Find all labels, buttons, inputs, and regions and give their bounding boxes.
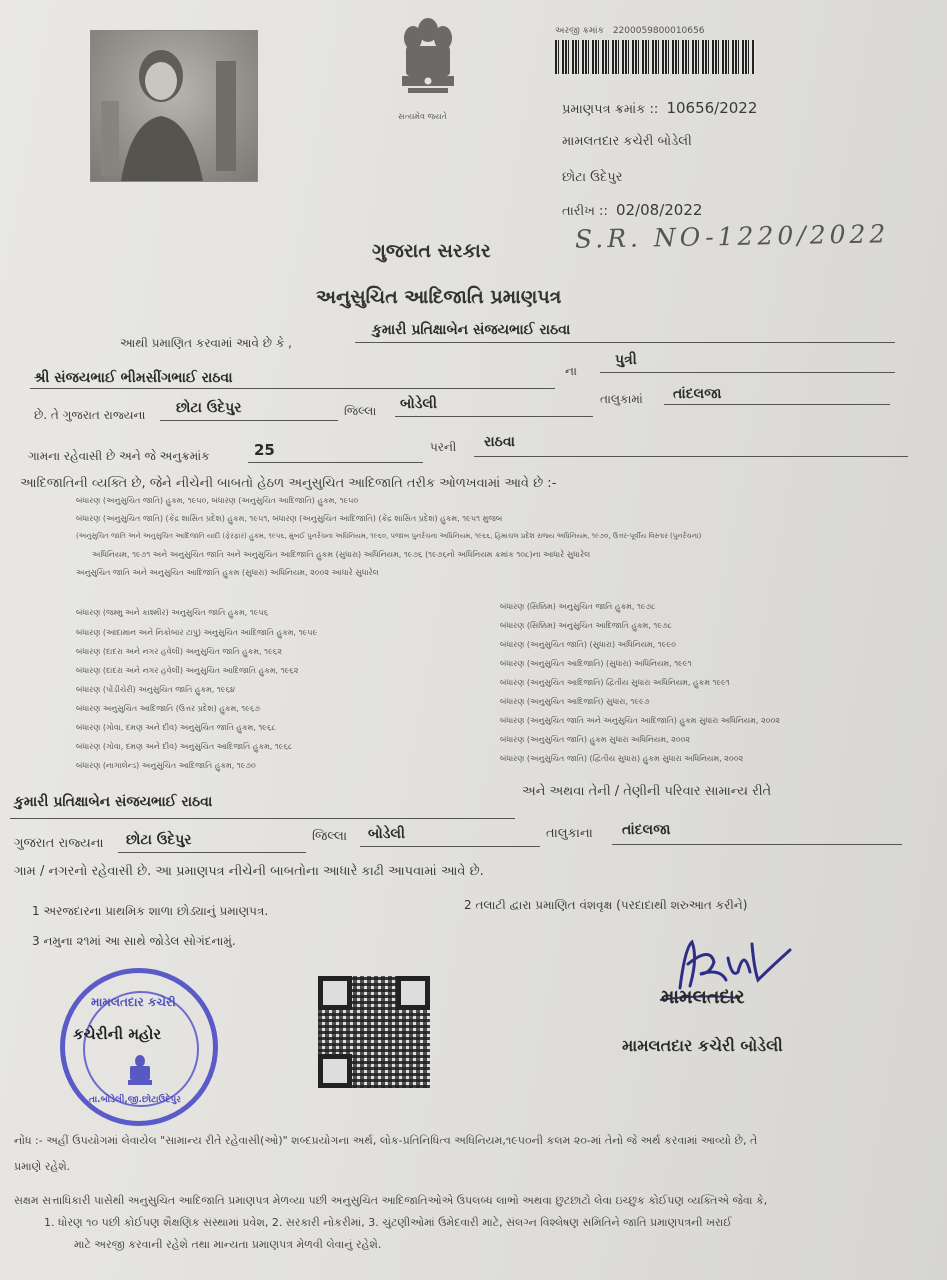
state-prefix: છે. તે ગુજરાત રાજ્યના — [34, 408, 146, 422]
order-line: બંધારણ (અનુસુચિત જાતિ) હુકમ, ૧૯૫૦, બંધારણ (અનુસુચિત આદિજાતિ) હુકમ, ૧૯૫૦ — [76, 496, 359, 505]
taluka-name: તાંદલજા — [673, 386, 722, 402]
order-right: બંધારણ (અનુસુચિત જાતિ અને અનુસુચિત આદિજાતિ) હુકમ સુધારા અધિનિયમ, ૨૦૦૨ — [500, 716, 780, 725]
signatory-office: મામલતદાર કચેરી બોડેલી — [622, 1036, 783, 1055]
order-line: (અનુસુચિત જાતિ અને અનુસુચિત આદિજાતિ યાદી (ફેરફાર) હુકમ, ૧૯૫૬, મુંબઈ પુનર્રચના અધિનિયમ, ૧૯૬૦, પંજાબ પુનર્રચના અધિનિયમ, ૧૯૬૬, હિમાચલ પ્રદેશ રાજ્ય અધિનિયમ, ૧૯૭૦, ઉત્તર-પૂર્વીય વિસ્તાર (પુનર્રચના) — [76, 532, 702, 540]
emblem-motto: સત્યમેવ જયતે — [398, 112, 447, 121]
barcode — [555, 40, 755, 74]
date-label: તારીખ :: — [562, 204, 608, 219]
order-right: બંધારણ (અનુસુચિત જાતિ) (સુધારા) અધિનિયમ, ૧૯૯૦ — [500, 640, 676, 649]
serial-number: 25 — [254, 441, 275, 459]
order-left: બંધારણ (દાદરા અને નગર હવેલી) અનુસુચિત આદિજાતિ હુકમ, ૧૯૬૨ — [76, 666, 299, 675]
national-emblem-icon — [388, 8, 468, 108]
cert-number-label: પ્રમાણપત્ર ક્રમાંક :: — [562, 102, 659, 117]
cert-number: 10656/2022 — [666, 99, 758, 117]
order-right: બંધારણ (અનુસુચિત આદિજાતિ) સુધારા, ૧૯૯૭ — [500, 697, 650, 706]
applicant-photo — [90, 30, 258, 182]
order-left: બંધારણ (પોંડીચેરી) અનુસુચિત જાતિ હુકમ, ૧૯૬૪ — [76, 685, 235, 694]
order-left: બંધારણ (ગોવા, દમણ અને દીવ) અનુસુચિત જાતિ હુકમ, ૧૯૬૮ — [76, 723, 276, 732]
footer-paragraph: સક્ષમ સત્તાધિકારી પાસેથી અનુસુચિત આદિજાતિ પ્રમાણપત્ર મેળવ્યા પછી અનુસુચિત આદિજાતિઓએ ઉપલબ્ધ લાભો અથવા છુટછાટો લેવા ઇચ્છુક કોઈપણ વ્યક્તિએ જેવા કે, — [14, 1194, 768, 1207]
order-line: અધિનિયમ, ૧૯૭૧ અને અનુસુચિત જાતિ અને અનુસુચિત આદિજાતિ હુકમ (સુધારા) અધિનિયમ, ૧૯૭૬ (૧૯૭૬નો અધિનિયમ ક્રમાંક ૧૦૮)ના આધારે સુધારેલ — [92, 550, 591, 559]
father-name: શ્રી સંજયભાઈ ભીમસીંગભાઈ રાઠવા — [34, 370, 233, 386]
certificate-title: અનુસુચિત આદિજાતિ પ્રમાણપત્ર — [316, 286, 562, 308]
order-right: બંધારણ (અનુસુચિત જાતિ) (દ્વિતીય સુધારા) હુકમ સુધારા અધિનિયમ, ૨૦૦૨ — [500, 754, 744, 763]
district-label-2: જિલ્લા — [312, 829, 348, 844]
stamp-ring-text: મામલતદાર કચેરી — [91, 995, 176, 1009]
stamp-center-text: કચેરીની મહોર — [73, 1025, 162, 1043]
state-prefix-2: ગુજરાત રાજ્યના — [14, 836, 104, 851]
handwritten-serial-number: S.R. NO-1220/2022 — [574, 219, 890, 254]
office-stamp — [60, 968, 218, 1126]
taluka-name-2: તાંદલજા — [622, 822, 671, 838]
issuing-district: છોટા ઉદેપુર — [562, 170, 623, 185]
order-left: બંધારણ (આંદામાન અને નિકોબાર ટાપુ) અનુસુચિત આદિજાતિ હુકમ, ૧૯૫૯ — [76, 628, 318, 637]
village-text: ગામ / નગરનો રહેવાસી છે. આ પ્રમાણપત્ર નીચેની બાબતોના આધારે કાઢી આપવામાં આવે છે. — [14, 864, 484, 879]
taluka-label: તાલુકામાં — [600, 392, 643, 406]
footer-note: નોંધ :- અહીં ઉપયોગમાં લેવાયેલ "સામાન્ય રીતે રહેવાસી(ઓ)" શબ્દપ્રયોગના અર્થ, લોક-પ્રતિનિધિત્વ અધિનિયમ,૧૯૫૦ની કલમ ૨૦-માં તેનો જે અર્થ કરવામાં આવ્યો છે, તે — [14, 1134, 758, 1147]
par-ni-label: પરની — [430, 440, 457, 454]
order-right: બંધારણ (સિક્કિમ) અનુસુચિત જાતિ હુકમ, ૧૯૭૮ — [500, 602, 656, 611]
relation: પુત્રી — [615, 352, 637, 368]
tribe-statement: આદિજાતિની વ્યક્તિ છે, જેને નીચેની બાબતો હેઠળ અનુસુચિત આદિજાતિ તરીક ઓળખવામાં આવે છે :- — [20, 476, 557, 491]
signatory-title: મામલતદાર — [661, 986, 745, 1008]
order-right: બંધારણ (સિક્કિમ) અનુસુચિત આદિજાતિ હુકમ, ૧૯૭૮ — [500, 621, 673, 630]
order-left: બંધારણ અનુસુચિત આદિજાતિ (ઉત્તર પ્રદેશ) હુકમ, ૧૯૬૭ — [76, 704, 260, 713]
order-left: બંધારણ (દાદરા અને નગર હવેલી) અનુસુચિત જાતિ હુકમ, ૧૯૬૨ — [76, 647, 282, 656]
city-name-2: બોડેલી — [368, 826, 406, 842]
city-name: બોડેલી — [400, 396, 438, 412]
barcode-label: અરજી ક્રમાંક — [555, 26, 604, 36]
stamp-bottom-text: તા.બોડેલી,જી.છોટાઉદેપુર — [89, 1095, 181, 1105]
emblem-icon — [123, 1053, 157, 1093]
district-label: જિલ્લા — [344, 404, 377, 418]
issuing-office: મામલતદાર કચેરી બોડેલી — [562, 134, 692, 149]
basis-item: 1 અરજદારના પ્રાથમિક શાળા છોડ્યાનું પ્રમાણપત્ર. — [32, 904, 269, 918]
order-right: બંધારણ (અનુસુચિત આદિજાતિ) દ્વિતીય સુધારા અધિનિયમ, હુકમ ૧૯૯૧ — [500, 678, 730, 687]
tribe-name: રાઠવા — [484, 434, 515, 450]
order-line: અનુસુચિત જાતિ અને અનુસુચિત આદિજાતિ હુકમ (સુધારા) અધિનિયમ, ૨૦૦૨ આધારે સુધારેલ — [76, 568, 379, 577]
footer-note-cont: પ્રમાણે રહેશે. — [14, 1160, 71, 1173]
taluka-label-2: તાલુકાના — [546, 826, 593, 841]
order-right: બંધારણ (અનુસુચિત જાતિ) હુકમ સુધારા અધિનિયમ, ૨૦૦૨ — [500, 735, 691, 744]
family-text: અને અથવા તેની / તેણીની પરિવાર સામાન્ય રીતે — [522, 784, 772, 799]
footer-paragraph: 1. ધોરણ ૧૦ પછી કોઈપણ શૈક્ષણિક સંસ્થામાં પ્રવેશ, 2. સરકારી નોકરીમાં, 3. ચુંટણીઓમાં ઉમેદવારી માટે, સંલગ્ન વિશ્લેષણ સમિતિને જાતિ પ્રમાણપત્રની ખરાઈ — [44, 1216, 732, 1229]
order-right: બંધારણ (અનુસુચિત આદિજાતિ) (સુધારા) અધિનિયમ, ૧૯૯૧ — [500, 659, 692, 668]
certify-prefix: આથી પ્રમાણિત કરવામાં આવે છે કે , — [120, 336, 292, 350]
basis-item: 3 નમુના ૨૧માં આ સાથે જોડેલ સોગંદનામું. — [32, 934, 236, 948]
basis-item: 2 તલાટી દ્વારા પ્રમાણિત વંશવૃક્ષ (પરદાદાથી શરુઆત કરીને) — [464, 898, 748, 912]
order-left: બંધારણ (નાગાલેન્ડ) અનુસુચિત આદિજાતિ હુકમ, ૧૯૭૦ — [76, 761, 256, 770]
order-line: બંધારણ (અનુસુચિત જાતિ) (કેંદ્ર શાસિત પ્રદેશ) હુકમ, ૧૯૫૧, બંધારણ (અનુસુચિત આદિજાતિ) (કેંદ્ર શાસિત પ્રદેશ) હુકમ, ૧૯૫૧ મુજબ — [76, 514, 503, 523]
order-left: બંધારણ (જમ્મુ અને કાશ્મીર) અનુસુચિત જાતિ હુકમ, ૧૯૫૬ — [76, 608, 269, 617]
barcode-number: 2200059800010656 — [612, 26, 705, 36]
qr-code — [318, 976, 430, 1088]
district-name-2: છોટા ઉદેપુર — [126, 832, 192, 848]
na-label: ના — [565, 364, 577, 378]
applicant-name-repeat: કુમારી પ્રતિક્ષાબેન સંજયભાઈ રાઠવા — [14, 794, 213, 810]
order-left: બંધારણ (ગોવા, દમણ અને દીવ) અનુસુચિત આદિજાતિ હુકમ, ૧૯૬૮ — [76, 742, 293, 751]
applicant-name: કુમારી પ્રતિક્ષાબેન સંજયભાઈ રાઠવા — [372, 322, 571, 338]
footer-paragraph: માટે અરજી કરવાની રહેશે તથા માન્યતા પ્રમાણપત્ર મેળવી લેવાનું રહેશે. — [74, 1238, 382, 1251]
district-name: છોટા ઉદેપુર — [176, 400, 242, 416]
resident-prefix: ગામના રહેવાસી છે અને જે અનુક્રમાંક — [28, 449, 210, 463]
government-title: ગુજરાત સરકાર — [372, 240, 491, 262]
issue-date: 02/08/2022 — [615, 201, 703, 219]
